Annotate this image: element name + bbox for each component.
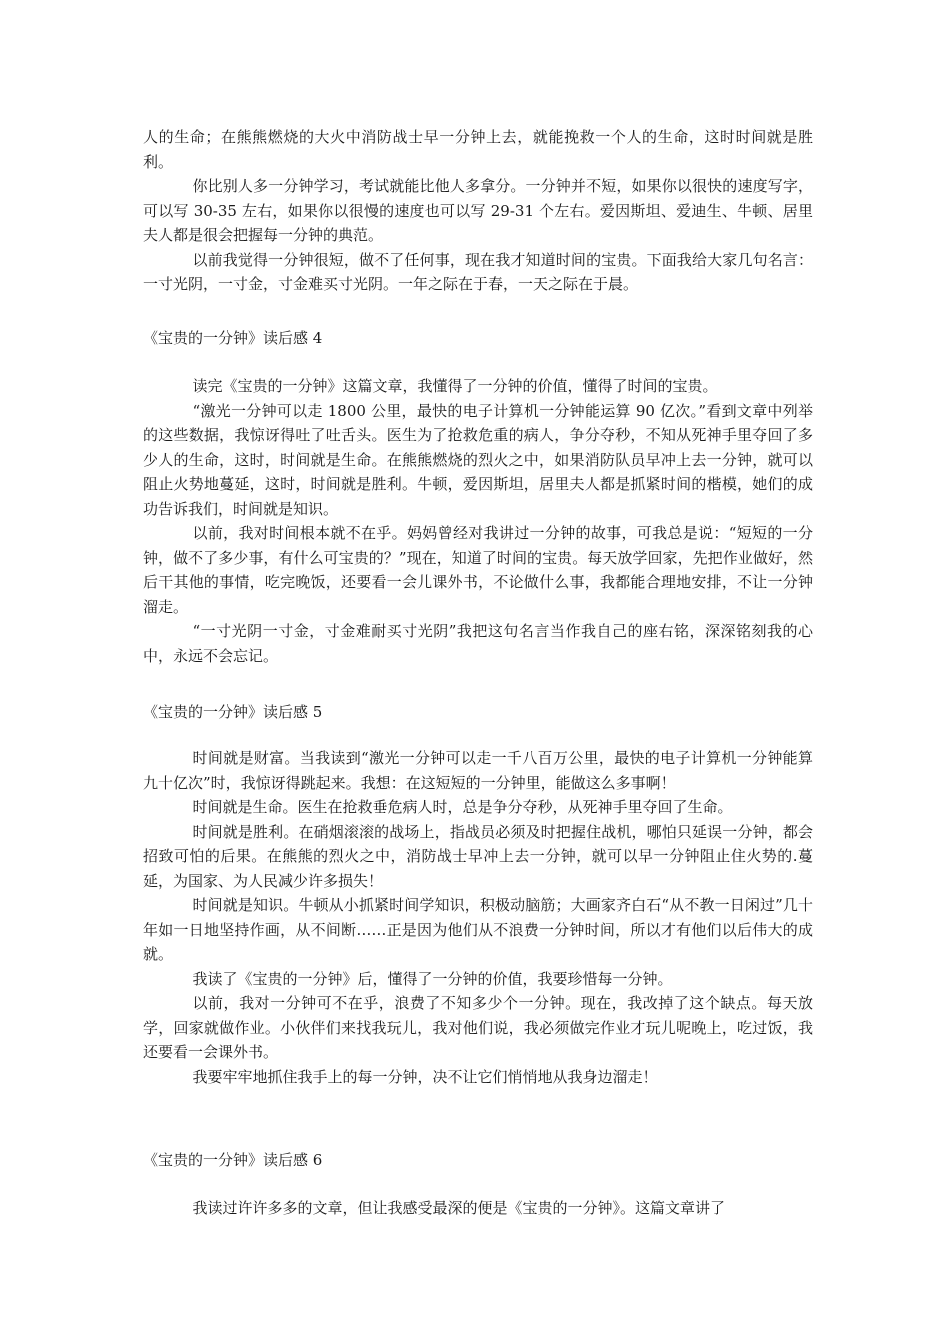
paragraph: 以前我觉得一分钟很短，做不了任何事，现在我才知道时间的宝贵。下面我给大家几句名言：一寸光阴，一寸金，寸金难买寸光阴。一年之际在于春，一天之际在于晨。	[143, 250, 813, 293]
paragraph: 以前，我对时间根本就不在乎。妈妈曾经对我讲过一分钟的故事，可我总是说：“短短的一分钟，做不了多少事，有什么可宝贵的？”现在，知道了时间的宝贵。每天放学回家，先把作业做好，然后干其他的事情，吃完晚饭，还要看一会儿课外书，不论做什么事，我都能合理地安排，不让一分钟溜走。	[143, 524, 813, 616]
section3-tail	[143, 125, 813, 297]
paragraph: “激光一分钟可以走 1800 公里，最快的电子计算机一分钟能运算 90 亿次。”看到文章中列举的这些数据，我惊讶得吐了吐舌头。医生为了抢救危重的病人，争分夺秒，不知从死神手里夺回了多少人的生命，这时，时间就是生命。在熊熊燃烧的烈火之中，如果消防队员早冲上去一分钟，就可以阻止火势地蔓延，这时，时间就是胜利。牛顿，爱因斯坦，居里夫人都是抓紧时间的楷模，她们的成功告诉我们，时间就是知识。	[143, 401, 813, 518]
section6-body	[143, 1196, 813, 1221]
section-heading: 《宝贵的一分钟》读后感 5	[143, 703, 323, 721]
paragraph: 以前，我对一分钟可不在乎，浪费了不知多少个一分钟。现在，我改掉了这个缺点。每天放学，回家就做作业。小伙伴们来找我玩儿，我对他们说，我必须做完作业才玩儿呢晚上，吃过饭，我还要看一会课外书。	[143, 994, 813, 1061]
paragraph: 时间就是生命。医生在抢救垂危病人时，总是争分夺秒，从死神手里夺回了生命。	[192, 798, 733, 816]
paragraph: “一寸光阴一寸金，寸金难耐买寸光阴”我把这句名言当作我自己的座右铭，深深铭刻我的心中，永远不会忘记。	[143, 622, 813, 665]
section-heading: 《宝贵的一分钟》读后感 4	[143, 329, 323, 347]
paragraph: 我要牢牢地抓住我手上的每一分钟，决不让它们悄悄地从我身边溜走！	[192, 1067, 658, 1086]
paragraph: 你比别人多一分钟学习，考试就能比他人多拿分。一分钟并不短，如果你以很快的速度写字，可以写 30-35 左右，如果你以很慢的速度也可以写 29-31 个左右。爱因斯坦、爱迪生、牛顿、居里夫人都是很会把握每一分钟的典范。	[143, 177, 813, 244]
section4-body	[143, 374, 813, 668]
paragraph: 人的生命；在熊熊燃烧的大火中消防战士早一分钟上去，就能挽救一个人的生命，这时时间就是胜利。	[143, 128, 813, 171]
section5-body	[143, 746, 813, 1089]
paragraph: 时间就是财富。当我读到“激光一分钟可以走一千八百万公里，最快的电子计算机一分钟能算九十亿次”时，我惊讶得跳起来。我想：在这短短的一分钟里，能做这么多事啊！	[143, 749, 813, 792]
section-heading: 《宝贵的一分钟》读后感 6	[143, 1151, 323, 1169]
paragraph: 我读了《宝贵的一分钟》后，懂得了一分钟的价值，我要珍惜每一分钟。	[192, 969, 673, 988]
paragraph: 我读过许许多多的文章，但让我感受最深的便是《宝贵的一分钟》。这篇文章讲了	[192, 1199, 726, 1217]
paragraph: 时间就是知识。牛顿从小抓紧时间学知识，积极动脑筋；大画家齐白石“从不教一日闲过”几十年如一日地坚持作画，从不间断……正是因为他们从不浪费一分钟时间，所以才有他们以后伟大的成就。	[143, 896, 813, 963]
paragraph: 读完《宝贵的一分钟》这篇文章，我懂得了一分钟的价值，懂得了时间的宝贵。	[192, 377, 718, 395]
paragraph: 时间就是胜利。在硝烟滚滚的战场上，指战员必须及时把握住战机，哪怕只延误一分钟，都会招致可怕的后果。在熊熊的烈火之中，消防战士早冲上去一分钟，就可以早一分钟阻止住火势的.蔓延，为国家、为人民减少许多损失！	[143, 822, 813, 890]
